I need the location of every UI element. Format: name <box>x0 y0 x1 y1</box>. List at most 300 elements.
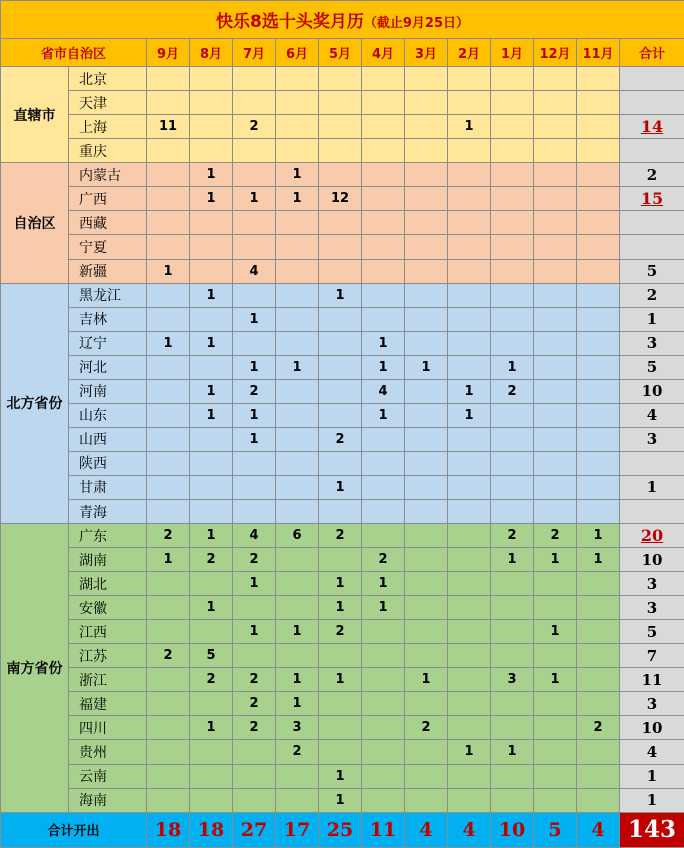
group-label: 北方省份 <box>1 283 69 523</box>
month-value: 1 <box>233 572 276 596</box>
month-value <box>362 187 405 211</box>
month-value: 1 <box>448 115 491 139</box>
month-sum: 17 <box>276 812 319 847</box>
month-value: 1 <box>491 355 534 379</box>
cutoff-note: （截止9月25日） <box>363 16 469 32</box>
table-row <box>1 307 684 331</box>
province-total <box>620 235 684 259</box>
month-sum: 18 <box>147 812 190 847</box>
month-value <box>276 403 319 427</box>
month-value <box>319 307 362 331</box>
month-value <box>491 67 534 91</box>
month-value <box>577 379 620 403</box>
province-name: 西藏 <box>69 211 147 235</box>
month-value <box>448 499 491 523</box>
month-value <box>534 283 577 307</box>
month-value: 2 <box>319 524 362 548</box>
month-value <box>362 740 405 764</box>
month-value <box>577 620 620 644</box>
month-value <box>405 740 448 764</box>
province-name: 山东 <box>69 403 147 427</box>
month-value <box>405 644 448 668</box>
month-value <box>577 67 620 91</box>
month-value <box>190 235 233 259</box>
month-value <box>276 283 319 307</box>
month-value <box>276 331 319 355</box>
month-value <box>233 644 276 668</box>
month-value: 1 <box>362 596 405 620</box>
month-value <box>190 740 233 764</box>
province-name: 辽宁 <box>69 331 147 355</box>
month-value: 1 <box>319 572 362 596</box>
month-value <box>362 91 405 115</box>
month-value <box>319 451 362 475</box>
month-value <box>190 67 233 91</box>
table-row <box>1 668 684 692</box>
month-value <box>534 307 577 331</box>
month-value <box>491 764 534 788</box>
month-value: 1 <box>362 572 405 596</box>
province-total: 1 <box>620 788 684 812</box>
month-header: 3月 <box>405 39 448 67</box>
group-label: 自治区 <box>1 163 69 283</box>
month-sum: 27 <box>233 812 276 847</box>
month-value <box>276 139 319 163</box>
province-total: 10 <box>620 379 684 403</box>
month-value <box>405 211 448 235</box>
month-value <box>319 67 362 91</box>
month-value <box>534 67 577 91</box>
month-value <box>448 524 491 548</box>
month-value <box>577 788 620 812</box>
month-value <box>276 427 319 451</box>
province-name: 江西 <box>69 620 147 644</box>
province-name: 福建 <box>69 692 147 716</box>
month-value: 1 <box>233 403 276 427</box>
month-value <box>405 475 448 499</box>
month-value <box>276 788 319 812</box>
province-total: 11 <box>620 668 684 692</box>
month-value <box>319 740 362 764</box>
month-value: 1 <box>147 548 190 572</box>
month-value: 2 <box>233 379 276 403</box>
month-value: 11 <box>147 115 190 139</box>
month-value <box>534 644 577 668</box>
month-value <box>319 331 362 355</box>
province-name: 宁夏 <box>69 235 147 259</box>
month-value <box>577 115 620 139</box>
month-value <box>448 283 491 307</box>
month-sum: 25 <box>319 812 362 847</box>
month-value <box>276 644 319 668</box>
month-value <box>577 427 620 451</box>
month-value <box>405 403 448 427</box>
month-value <box>190 475 233 499</box>
title-row <box>1 1 684 39</box>
month-value: 1 <box>233 355 276 379</box>
month-value: 1 <box>190 524 233 548</box>
table-row <box>1 499 684 523</box>
month-value <box>534 475 577 499</box>
month-value <box>147 139 190 163</box>
province-name: 重庆 <box>69 139 147 163</box>
table-row <box>1 524 684 548</box>
month-value <box>233 163 276 187</box>
month-value <box>233 596 276 620</box>
month-value: 1 <box>362 331 405 355</box>
province-name: 广东 <box>69 524 147 548</box>
month-value <box>577 139 620 163</box>
month-value <box>405 307 448 331</box>
province-total: 3 <box>620 331 684 355</box>
month-value <box>448 572 491 596</box>
table-row <box>1 716 684 740</box>
province-total <box>620 499 684 523</box>
province-total: 1 <box>620 764 684 788</box>
month-header: 11月 <box>577 39 620 67</box>
province-name: 湖南 <box>69 548 147 572</box>
table-row <box>1 572 684 596</box>
month-value <box>319 259 362 283</box>
province-name: 黑龙江 <box>69 283 147 307</box>
month-value <box>362 644 405 668</box>
month-value <box>491 211 534 235</box>
month-value <box>534 692 577 716</box>
month-value <box>491 475 534 499</box>
province-total <box>620 211 684 235</box>
month-value <box>534 163 577 187</box>
month-value <box>405 788 448 812</box>
month-value <box>405 91 448 115</box>
month-header: 2月 <box>448 39 491 67</box>
province-name: 江苏 <box>69 644 147 668</box>
month-value <box>233 139 276 163</box>
month-value <box>147 620 190 644</box>
month-value <box>448 139 491 163</box>
province-total: 4 <box>620 403 684 427</box>
province-name: 四川 <box>69 716 147 740</box>
month-value <box>319 139 362 163</box>
month-value: 3 <box>276 716 319 740</box>
month-value <box>577 283 620 307</box>
month-value <box>190 451 233 475</box>
province-total: 1 <box>620 475 684 499</box>
month-value <box>319 499 362 523</box>
month-value <box>405 379 448 403</box>
month-value: 1 <box>319 788 362 812</box>
month-value: 1 <box>276 620 319 644</box>
month-value <box>190 355 233 379</box>
month-value <box>534 596 577 620</box>
month-value <box>405 259 448 283</box>
month-value <box>491 163 534 187</box>
month-value <box>190 620 233 644</box>
month-value: 2 <box>319 620 362 644</box>
month-value <box>276 91 319 115</box>
province-name: 甘肃 <box>69 475 147 499</box>
month-value <box>448 235 491 259</box>
province-name: 上海 <box>69 115 147 139</box>
province-total <box>620 139 684 163</box>
month-value: 1 <box>577 524 620 548</box>
table-row <box>1 475 684 499</box>
region-header: 省市自治区 <box>1 39 147 67</box>
province-name: 天津 <box>69 91 147 115</box>
month-value: 1 <box>276 692 319 716</box>
month-value <box>577 163 620 187</box>
month-value <box>448 764 491 788</box>
month-value <box>147 355 190 379</box>
month-value: 1 <box>534 548 577 572</box>
province-name: 河北 <box>69 355 147 379</box>
month-value <box>577 740 620 764</box>
month-value: 1 <box>147 331 190 355</box>
month-value <box>276 475 319 499</box>
month-value <box>190 427 233 451</box>
month-value <box>405 331 448 355</box>
month-value: 1 <box>276 355 319 379</box>
province-total: 10 <box>620 548 684 572</box>
header-row <box>1 39 684 67</box>
month-value: 2 <box>147 524 190 548</box>
province-total: 10 <box>620 716 684 740</box>
month-value <box>147 499 190 523</box>
month-value: 1 <box>405 355 448 379</box>
province-name: 湖北 <box>69 572 147 596</box>
table-row <box>1 139 684 163</box>
month-value <box>147 668 190 692</box>
month-value <box>491 91 534 115</box>
month-value <box>491 427 534 451</box>
month-value <box>577 692 620 716</box>
month-value <box>233 331 276 355</box>
month-value <box>319 115 362 139</box>
month-value: 1 <box>491 548 534 572</box>
month-value <box>491 403 534 427</box>
province-total: 3 <box>620 427 684 451</box>
province-total: 15 <box>620 187 684 211</box>
month-header: 5月 <box>319 39 362 67</box>
title-text: 快乐8选十头奖月历 <box>216 12 364 33</box>
month-value <box>448 620 491 644</box>
month-value <box>147 235 190 259</box>
month-value <box>233 211 276 235</box>
month-value: 2 <box>233 668 276 692</box>
month-sum: 10 <box>491 812 534 847</box>
month-value <box>448 307 491 331</box>
month-value <box>276 764 319 788</box>
month-value <box>362 692 405 716</box>
month-value <box>405 115 448 139</box>
table-row <box>1 91 684 115</box>
month-header: 7月 <box>233 39 276 67</box>
month-value <box>491 499 534 523</box>
province-total: 5 <box>620 355 684 379</box>
month-value: 1 <box>190 331 233 355</box>
month-value <box>534 788 577 812</box>
month-value <box>362 788 405 812</box>
month-value <box>405 764 448 788</box>
province-total: 20 <box>620 524 684 548</box>
month-value <box>362 115 405 139</box>
month-value: 1 <box>233 620 276 644</box>
month-value: 1 <box>534 620 577 644</box>
grand-total: 143 <box>620 812 684 847</box>
month-value: 1 <box>362 403 405 427</box>
month-value <box>147 788 190 812</box>
month-value <box>491 235 534 259</box>
month-value <box>233 475 276 499</box>
province-name: 青海 <box>69 499 147 523</box>
month-value <box>276 379 319 403</box>
month-value <box>147 572 190 596</box>
province-total: 5 <box>620 259 684 283</box>
province-total <box>620 67 684 91</box>
month-value <box>276 451 319 475</box>
month-value <box>405 283 448 307</box>
group-label: 直辖市 <box>1 67 69 163</box>
month-value <box>577 644 620 668</box>
month-value <box>534 355 577 379</box>
table-row <box>1 427 684 451</box>
month-value <box>147 307 190 331</box>
month-value <box>448 668 491 692</box>
month-value <box>577 499 620 523</box>
province-name: 新疆 <box>69 259 147 283</box>
month-value <box>190 499 233 523</box>
month-value <box>147 475 190 499</box>
month-value: 2 <box>577 716 620 740</box>
month-value <box>534 115 577 139</box>
month-value <box>319 91 362 115</box>
month-value <box>405 620 448 644</box>
month-value <box>319 403 362 427</box>
month-sum: 18 <box>190 812 233 847</box>
month-value: 6 <box>276 524 319 548</box>
month-value <box>190 211 233 235</box>
month-value <box>190 692 233 716</box>
month-header: 4月 <box>362 39 405 67</box>
table-row <box>1 115 684 139</box>
province-name: 安徽 <box>69 596 147 620</box>
month-value <box>276 115 319 139</box>
month-value <box>362 259 405 283</box>
month-value <box>577 403 620 427</box>
month-value <box>534 716 577 740</box>
month-value: 4 <box>233 259 276 283</box>
month-value <box>147 764 190 788</box>
month-value <box>577 307 620 331</box>
province-total: 2 <box>620 283 684 307</box>
month-value: 2 <box>491 524 534 548</box>
month-value <box>362 427 405 451</box>
month-value <box>147 91 190 115</box>
month-value <box>147 67 190 91</box>
month-value <box>362 307 405 331</box>
page-title <box>1 1 684 39</box>
month-value <box>405 139 448 163</box>
month-value <box>319 355 362 379</box>
month-value <box>491 139 534 163</box>
month-value: 2 <box>362 548 405 572</box>
month-value <box>147 187 190 211</box>
month-value <box>448 548 491 572</box>
month-value <box>534 403 577 427</box>
month-value <box>233 283 276 307</box>
month-value: 1 <box>319 475 362 499</box>
month-value: 1 <box>319 764 362 788</box>
month-value: 1 <box>190 716 233 740</box>
month-value: 2 <box>233 548 276 572</box>
month-value <box>491 307 534 331</box>
month-value: 1 <box>362 355 405 379</box>
province-total <box>620 451 684 475</box>
month-value <box>405 163 448 187</box>
month-sum: 11 <box>362 812 405 847</box>
month-value <box>577 764 620 788</box>
province-name: 吉林 <box>69 307 147 331</box>
month-value: 2 <box>534 524 577 548</box>
month-value <box>276 259 319 283</box>
month-value: 2 <box>319 427 362 451</box>
month-sum: 4 <box>405 812 448 847</box>
month-value <box>491 115 534 139</box>
month-value <box>190 572 233 596</box>
province-name: 北京 <box>69 67 147 91</box>
month-value <box>319 644 362 668</box>
month-value <box>276 548 319 572</box>
month-value: 1 <box>190 379 233 403</box>
month-value <box>276 67 319 91</box>
month-value <box>362 524 405 548</box>
table-row <box>1 788 684 812</box>
month-value <box>534 259 577 283</box>
province-name: 山西 <box>69 427 147 451</box>
province-total: 2 <box>620 163 684 187</box>
month-value <box>147 740 190 764</box>
province-total: 3 <box>620 596 684 620</box>
province-name: 浙江 <box>69 668 147 692</box>
month-value <box>577 572 620 596</box>
table-row <box>1 451 684 475</box>
month-value <box>448 451 491 475</box>
month-value <box>448 596 491 620</box>
month-value <box>147 379 190 403</box>
month-value <box>534 379 577 403</box>
table-row <box>1 740 684 764</box>
province-name: 海南 <box>69 788 147 812</box>
month-value <box>362 764 405 788</box>
month-value: 1 <box>319 668 362 692</box>
month-value: 1 <box>319 283 362 307</box>
month-value <box>491 596 534 620</box>
table-row <box>1 379 684 403</box>
month-value <box>362 475 405 499</box>
month-value <box>448 91 491 115</box>
table-row <box>1 211 684 235</box>
month-value <box>233 235 276 259</box>
table-row <box>1 235 684 259</box>
month-value: 1 <box>190 596 233 620</box>
month-value <box>362 716 405 740</box>
month-value <box>491 788 534 812</box>
month-value <box>190 139 233 163</box>
month-header: 8月 <box>190 39 233 67</box>
month-value <box>577 211 620 235</box>
table-row <box>1 620 684 644</box>
month-value: 1 <box>190 403 233 427</box>
month-value <box>190 764 233 788</box>
